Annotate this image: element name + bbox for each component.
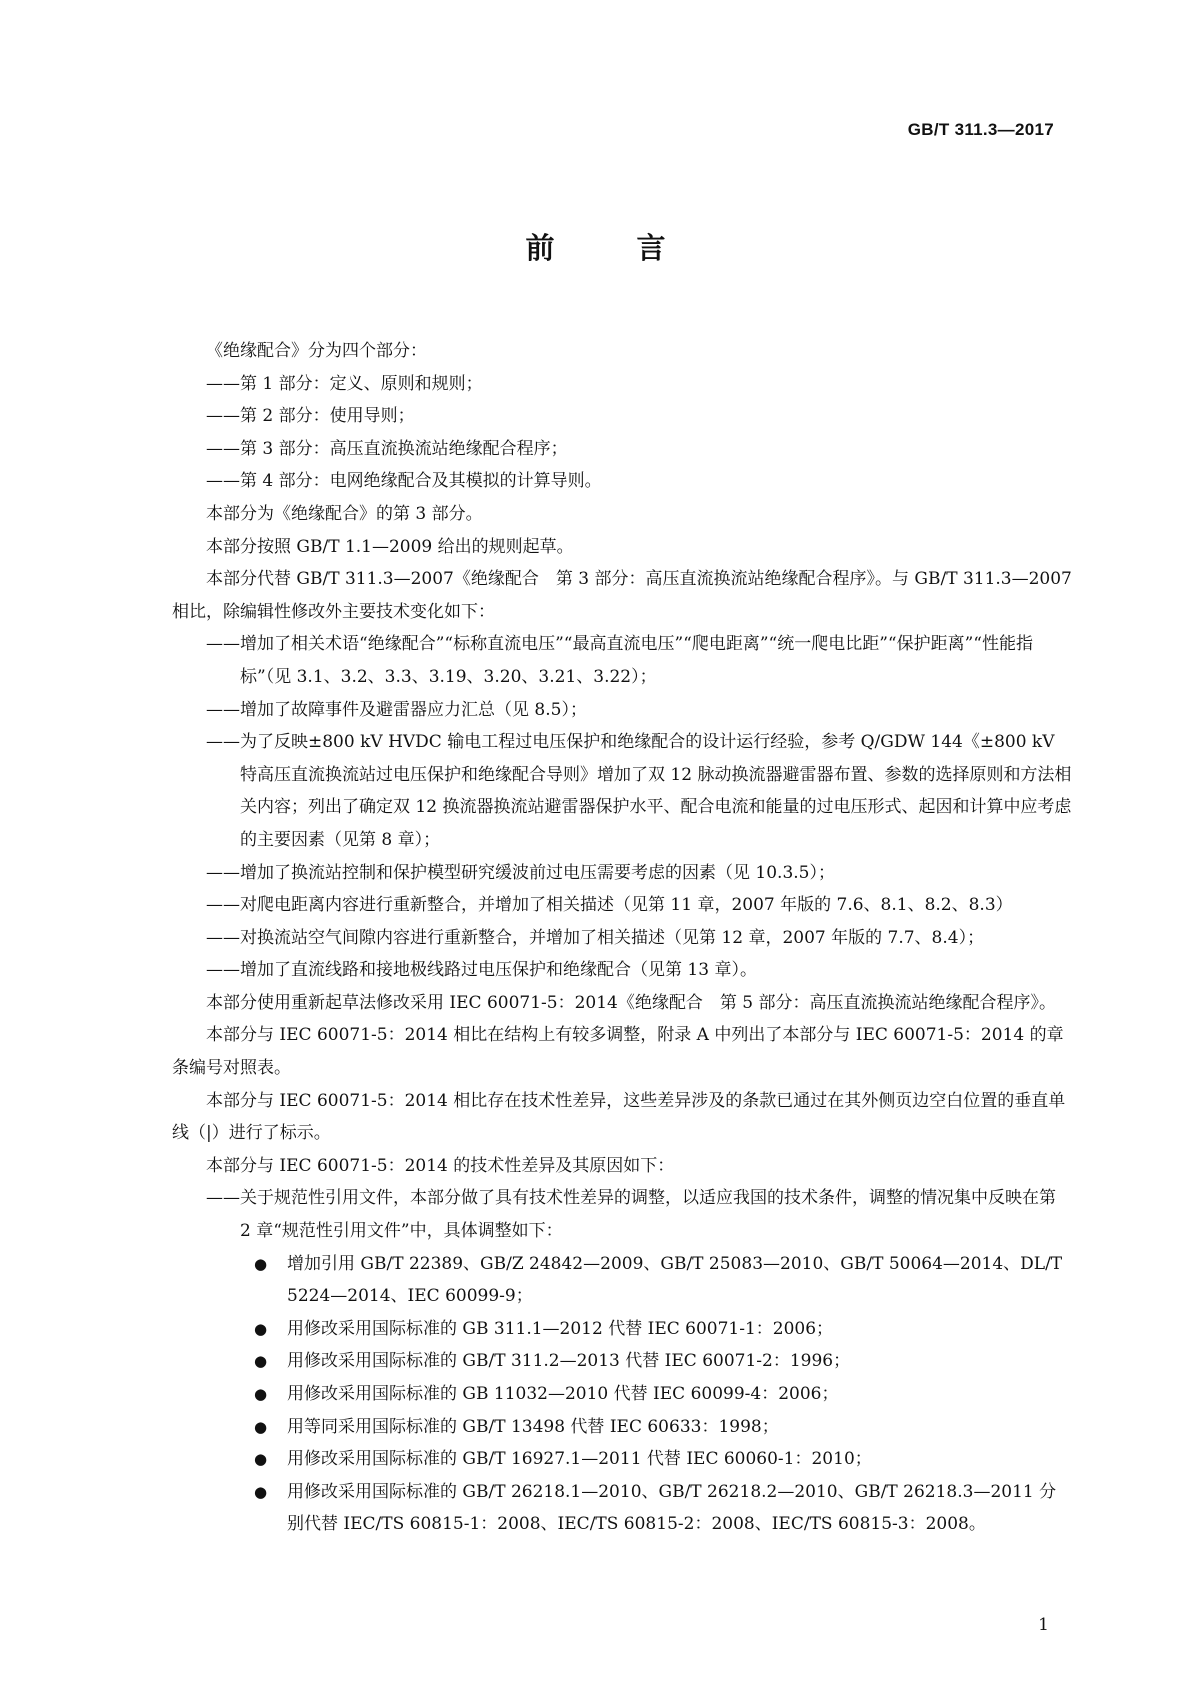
bullet-icon: ●	[254, 1319, 268, 1338]
bullet-icon: ●	[254, 1254, 268, 1273]
paragraph: 本部分为《绝缘配合》的第 3 部分。	[206, 503, 483, 524]
paragraph: 本部分代替 GB/T 311.3—2007《绝缘配合 第 3 部分：高压直流换流站绝缘配合程序》。与 GB/T 311.3—2007 相比，除编辑性修改外主要技术变化如下：	[172, 569, 1072, 622]
bullet-icon: ●	[254, 1482, 268, 1501]
bullet-list-item	[172, 1313, 1072, 1346]
bullet-text: 增加引用 GB/T 22389、GB/Z 24842—2009、GB/T 25083—2010、GB/T 50064—2014、DL/T 5224—2014、IEC 60099-9；	[287, 1253, 1063, 1307]
dash-list-item: ——对爬电距离内容进行重新整合，并增加了相关描述（见第 11 章，2007 年版的 7.6、8.1、8.2、8.3）	[206, 895, 1013, 916]
bullet-text: 用修改采用国际标准的 GB/T 16927.1—2011 代替 IEC 60060-1：2010；	[287, 1449, 872, 1470]
dash-list-item: ——第 3 部分：高压直流换流站绝缘配合程序；	[206, 438, 568, 459]
bullet-text: 用修改采用国际标准的 GB 11032—2010 代替 IEC 60099-4：2006；	[287, 1384, 839, 1404]
page-number: 1	[1038, 1615, 1049, 1635]
dash-list-item: ——第 1 部分：定义、原则和规则；	[206, 373, 483, 394]
dash-list-item: ——为了反映±800 kV HVDC 输电工程过电压保护和绝缘配合的设计运行经验，参考 Q/GDW 144《±800 kV 特高压直流换流站过电压保护和绝缘配合导则》增加了双 12 脉动换流器避雷器布置、参数的选择原则和方法相关内容；列出了确定双 12 换流器换流站避雷器保护水平、配合电流和能量的过电压形式、起因和计算中应考虑的主要因素（见第 8 章）；	[206, 732, 1072, 850]
bullet-list-item	[172, 1345, 1072, 1378]
dash-list-item: ——关于规范性引用文件，本部分做了具有技术性差异的调整，以适应我国的技术条件，调整的情况集中反映在第 2 章“规范性引用文件”中，具体调整如下：	[206, 1188, 1056, 1242]
bullet-text: 用修改采用国际标准的 GB/T 26218.1—2010、GB/T 26218.2—2010、GB/T 26218.3—2011 分别代替 IEC/TS 60815-1：2008、IEC/TS 60815-2：2008、IEC/TS 60815-3：2008。	[287, 1481, 1057, 1535]
dash-list-item: ——增加了换流站控制和保护模型研究缓波前过电压需要考虑的因素（见 10.3.5）；	[206, 862, 835, 883]
paragraph: 本部分与 IEC 60071-5：2014 相比在结构上有较多调整，附录 A 中列出了本部分与 IEC 60071-5：2014 的章条编号对照表。	[172, 1025, 1064, 1079]
dash-list-item: ——对换流站空气间隙内容进行重新整合，并增加了相关描述（见第 12 章，2007 年版的 7.7、8.4）；	[206, 927, 985, 948]
bullet-icon: ●	[254, 1417, 268, 1436]
dash-list-item: ——第 4 部分：电网绝缘配合及其模拟的计算导则。	[206, 471, 602, 492]
bullet-text: 用等同采用国际标准的 GB/T 13498 代替 IEC 60633：1998；	[287, 1416, 779, 1437]
paragraph: 《绝缘配合》分为四个部分：	[206, 341, 427, 361]
dash-list-item: ——增加了相关术语“绝缘配合”“标称直流电压”“最高直流电压”“爬电距离”“统一爬电比距”“保护距离”“性能指标”（见 3.1、3.2、3.3、3.19、3.20、3.21、3.22）；	[206, 634, 1033, 687]
bullet-icon: ●	[254, 1385, 268, 1403]
dash-list-item: ——第 2 部分：使用导则；	[206, 406, 415, 427]
document-body	[172, 335, 1072, 1541]
bullet-text: 用修改采用国际标准的 GB/T 311.2—2013 代替 IEC 60071-2：1996；	[287, 1351, 851, 1372]
paragraph: 本部分与 IEC 60071-5：2014 相比存在技术性差异，这些差异涉及的条款已通过在其外侧页边空白位置的垂直单线（|）进行了标示。	[172, 1090, 1066, 1144]
bullet-icon: ●	[254, 1352, 268, 1371]
paragraph: 本部分使用重新起草法修改采用 IEC 60071-5：2014《绝缘配合 第 5 部分：高压直流换流站绝缘配合程序》。	[206, 992, 1056, 1013]
bullet-list-item	[172, 1248, 1072, 1313]
bullet-list-item	[172, 1411, 1072, 1444]
bullet-list-item	[172, 1443, 1072, 1476]
dash-list-item: ——增加了故障事件及避雷器应力汇总（见 8.5）；	[206, 699, 587, 720]
bullet-list-item	[172, 1378, 1072, 1411]
bullet-icon: ●	[254, 1450, 268, 1469]
dash-list-item: ——增加了直流线路和接地极线路过电压保护和绝缘配合（见第 13 章）。	[206, 960, 757, 981]
paragraph: 本部分与 IEC 60071-5：2014 的技术性差异及其原因如下：	[206, 1155, 675, 1176]
paragraph: 本部分按照 GB/T 1.1—2009 给出的规则起草。	[206, 536, 574, 557]
bullet-text: 用修改采用国际标准的 GB 311.1—2012 代替 IEC 60071-1：2006；	[287, 1318, 834, 1339]
standard-code: GB/T 311.3—2017	[907, 120, 1054, 139]
page-title: 前 言	[525, 231, 702, 265]
bullet-list-item	[172, 1476, 1072, 1541]
